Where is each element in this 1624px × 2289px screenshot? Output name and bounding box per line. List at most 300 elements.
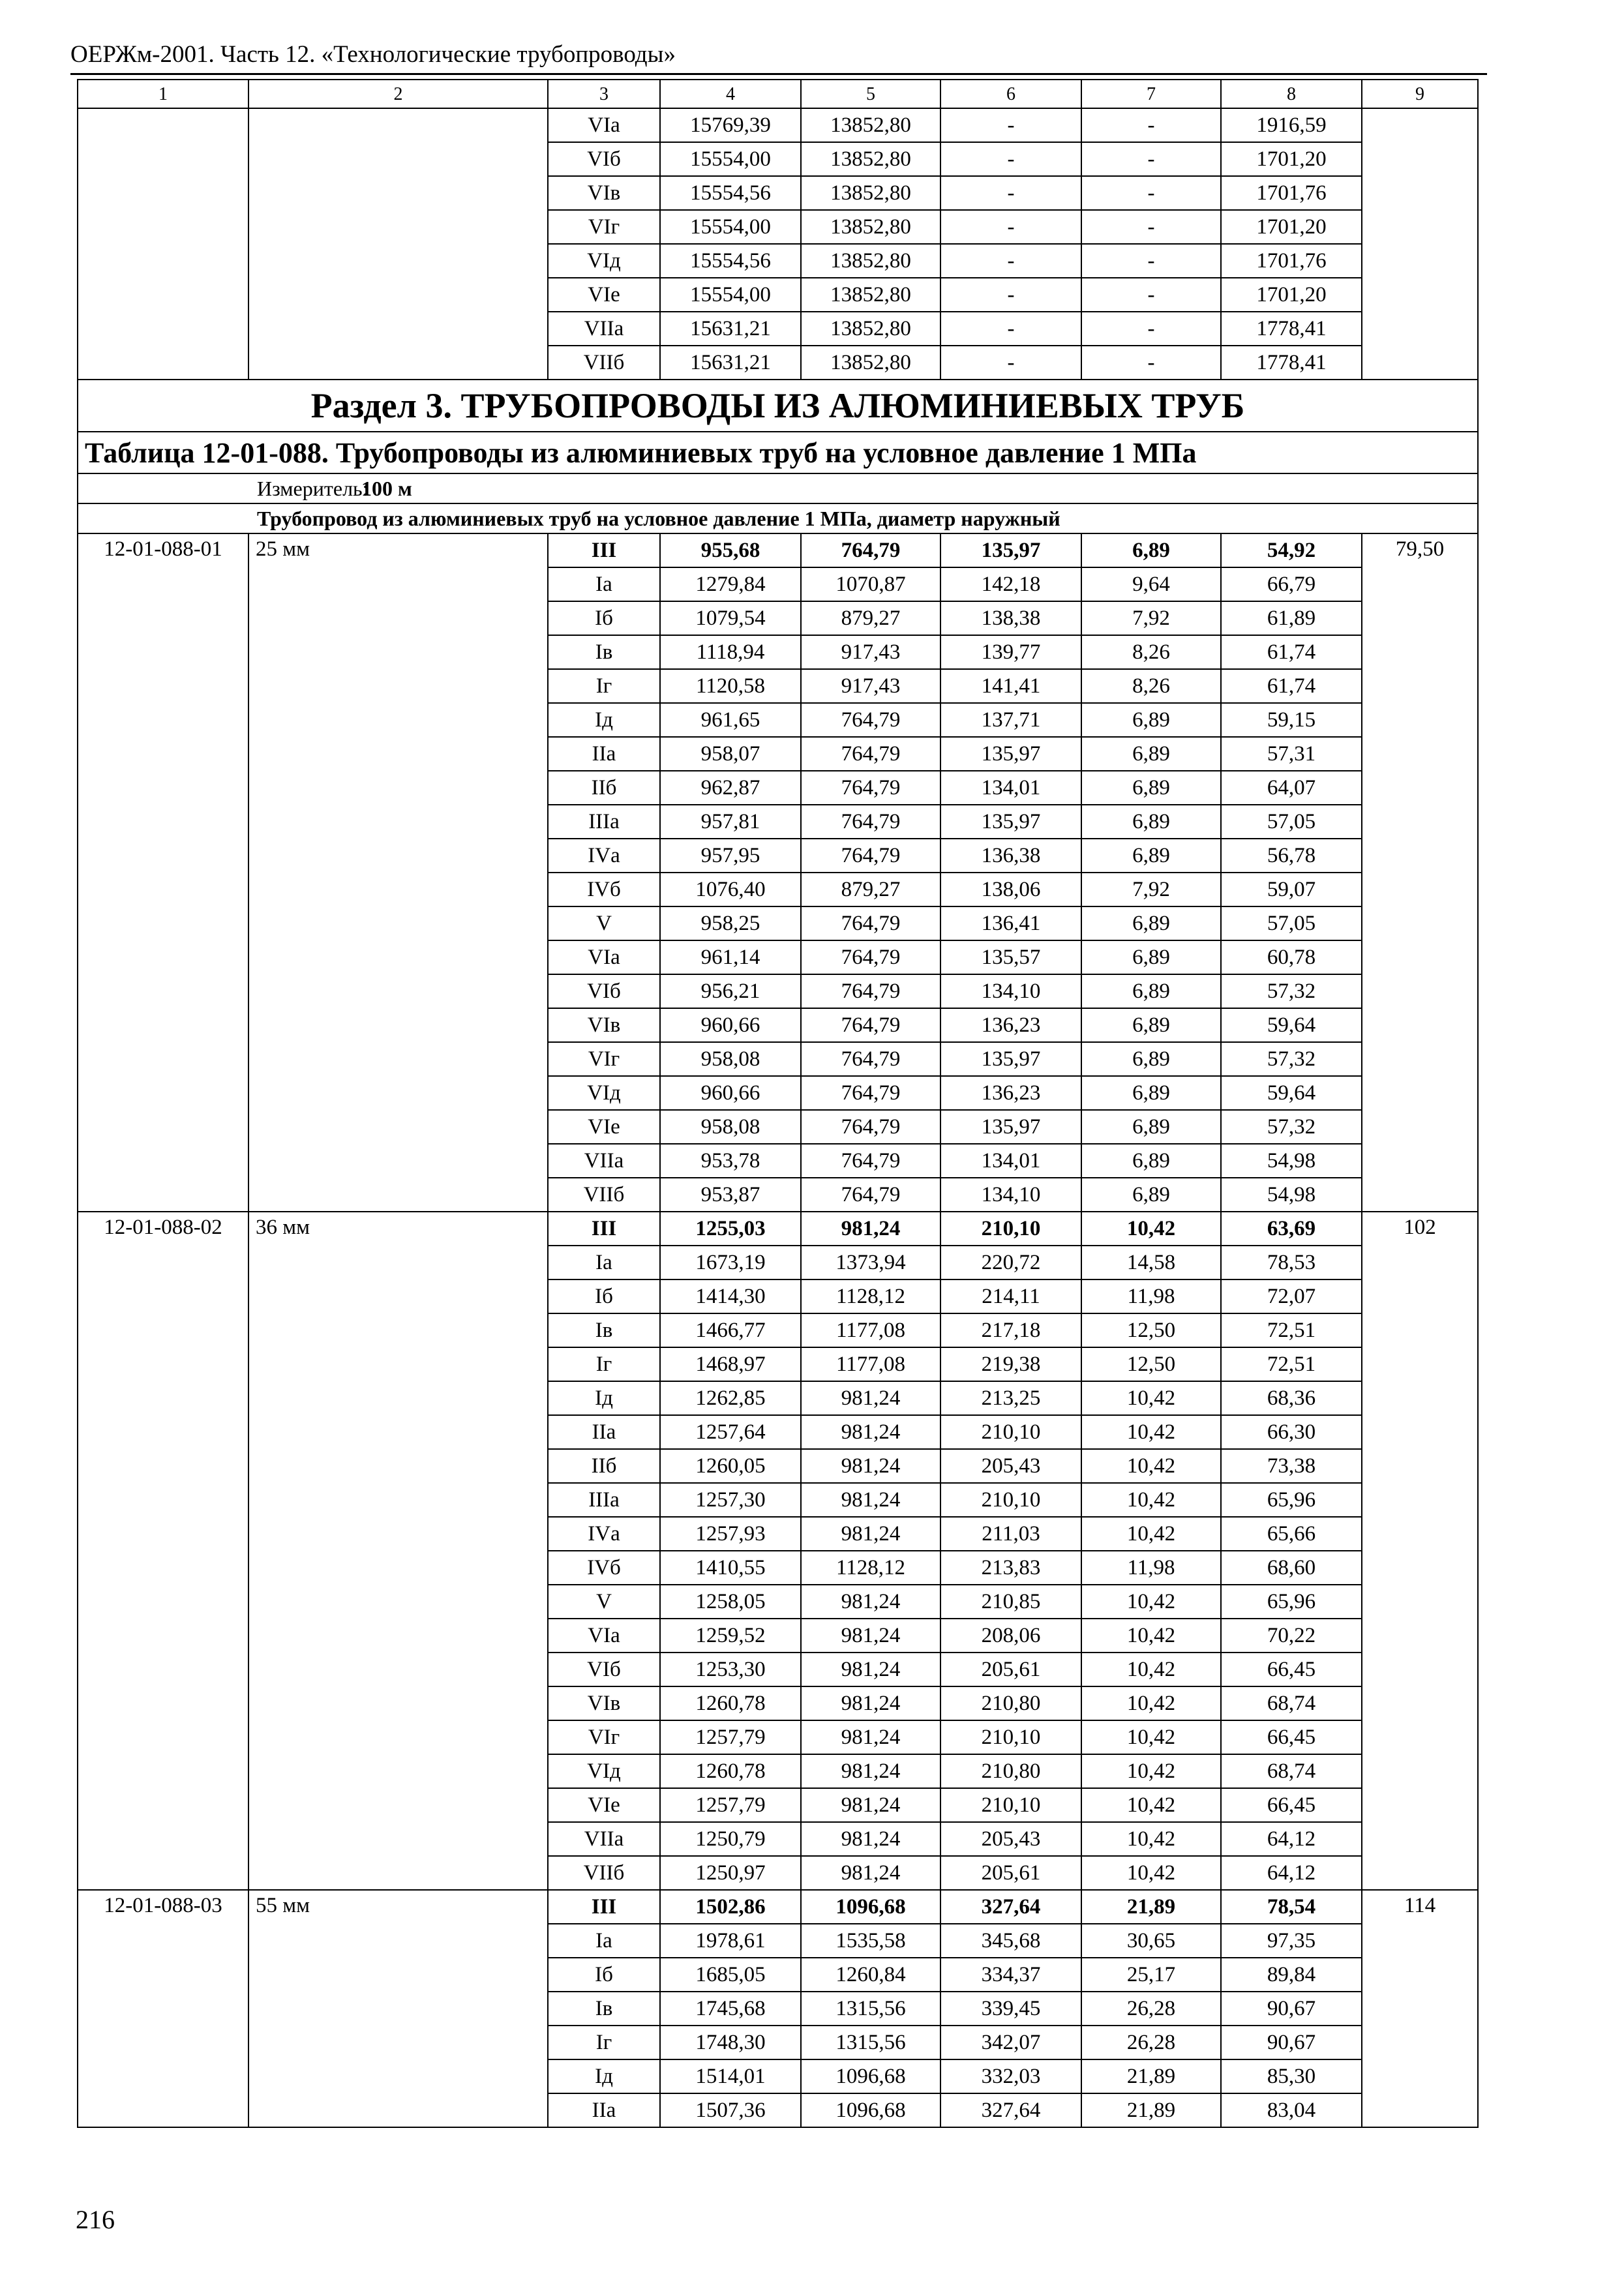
value-cell: 13852,80 — [801, 142, 940, 176]
mass-cell: 102 — [1362, 1212, 1478, 1890]
value-cell: 13852,80 — [801, 244, 940, 278]
price-table — [77, 79, 1479, 2128]
value-cell: 981,24 — [801, 1212, 940, 1246]
column-number-row — [78, 80, 1478, 108]
value-cell: 57,32 — [1221, 1110, 1362, 1144]
zone-cell: VIб — [548, 974, 660, 1008]
value-cell: 1260,05 — [660, 1449, 801, 1483]
value-cell: 135,97 — [940, 1042, 1081, 1076]
value-cell: 6,89 — [1081, 906, 1221, 940]
value-cell: 66,30 — [1221, 1415, 1362, 1449]
value-cell: 10,42 — [1081, 1415, 1221, 1449]
value-cell: 981,24 — [801, 1720, 940, 1754]
value-cell: 15554,00 — [660, 210, 801, 244]
value-cell: 764,79 — [801, 737, 940, 771]
value-cell: 210,10 — [940, 1415, 1081, 1449]
value-cell: 958,25 — [660, 906, 801, 940]
zone-cell: IIб — [548, 1449, 660, 1483]
column-number: 9 — [1362, 80, 1478, 108]
zone-cell: VIг — [548, 210, 660, 244]
zone-cell: VIIб — [548, 1178, 660, 1212]
value-cell: 1260,84 — [801, 1958, 940, 1992]
meter-value: 100 м — [361, 476, 412, 500]
value-cell: 205,43 — [940, 1449, 1081, 1483]
value-cell: 981,24 — [801, 1754, 940, 1788]
value-cell: 8,26 — [1081, 669, 1221, 703]
zone-cell: Iв — [548, 635, 660, 669]
value-cell: 1096,68 — [801, 1890, 940, 1924]
value-cell: 1262,85 — [660, 1381, 801, 1415]
value-cell: 15554,56 — [660, 176, 801, 210]
value-cell: 958,08 — [660, 1042, 801, 1076]
value-cell: 6,89 — [1081, 1144, 1221, 1178]
code-cell — [78, 108, 248, 380]
value-cell: 1685,05 — [660, 1958, 801, 1992]
value-cell: 134,01 — [940, 771, 1081, 805]
value-cell: 981,24 — [801, 1686, 940, 1720]
value-cell: 1257,30 — [660, 1483, 801, 1517]
value-cell: 21,89 — [1081, 1890, 1221, 1924]
value-cell: 332,03 — [940, 2059, 1081, 2093]
value-cell: 97,35 — [1221, 1924, 1362, 1958]
value-cell: 205,61 — [940, 1856, 1081, 1890]
zone-cell: VIа — [548, 940, 660, 974]
zone-cell: VIв — [548, 176, 660, 210]
value-cell: 1502,86 — [660, 1890, 801, 1924]
meter-cell — [78, 473, 1478, 503]
value-cell: 11,98 — [1081, 1279, 1221, 1313]
value-cell: 345,68 — [940, 1924, 1081, 1958]
value-cell: - — [1081, 244, 1221, 278]
value-cell: 981,24 — [801, 1585, 940, 1619]
value-cell: 960,66 — [660, 1008, 801, 1042]
zone-cell: Iг — [548, 1347, 660, 1381]
zone-cell: VIе — [548, 1788, 660, 1822]
zone-cell: VIе — [548, 278, 660, 312]
value-cell: 879,27 — [801, 873, 940, 906]
zone-cell: IIIа — [548, 805, 660, 839]
value-cell: 764,79 — [801, 1178, 940, 1212]
value-cell: 54,98 — [1221, 1144, 1362, 1178]
value-cell: 1468,97 — [660, 1347, 801, 1381]
value-cell: 210,80 — [940, 1686, 1081, 1720]
value-cell: 1250,79 — [660, 1822, 801, 1856]
value-cell: 6,89 — [1081, 1042, 1221, 1076]
value-cell: 136,38 — [940, 839, 1081, 873]
value-cell: 764,79 — [801, 1144, 940, 1178]
value-cell: 958,07 — [660, 737, 801, 771]
zone-cell: VIв — [548, 1008, 660, 1042]
value-cell: 135,97 — [940, 737, 1081, 771]
value-cell: 61,74 — [1221, 635, 1362, 669]
value-cell: 65,66 — [1221, 1517, 1362, 1551]
value-cell: 1701,76 — [1221, 176, 1362, 210]
table-row — [78, 1890, 1478, 1924]
value-cell: 134,01 — [940, 1144, 1081, 1178]
value-cell: 9,64 — [1081, 567, 1221, 601]
value-cell: 962,87 — [660, 771, 801, 805]
value-cell: 1250,97 — [660, 1856, 801, 1890]
description-text: Трубопровод из алюминиевых труб на условное давление 1 МПа, диаметр наружный — [257, 506, 1060, 530]
value-cell: 953,87 — [660, 1178, 801, 1212]
value-cell: 59,07 — [1221, 873, 1362, 906]
value-cell: 26,28 — [1081, 1992, 1221, 2026]
zone-cell: VIд — [548, 1754, 660, 1788]
value-cell: 57,32 — [1221, 974, 1362, 1008]
continued-row — [78, 108, 1478, 142]
value-cell: 1916,59 — [1221, 108, 1362, 142]
value-cell: 1257,79 — [660, 1788, 801, 1822]
value-cell: - — [1081, 210, 1221, 244]
value-cell: 6,89 — [1081, 839, 1221, 873]
value-cell: 981,24 — [801, 1449, 940, 1483]
size-cell: 36 мм — [248, 1212, 548, 1890]
value-cell: 15631,21 — [660, 346, 801, 380]
value-cell: 10,42 — [1081, 1822, 1221, 1856]
value-cell: 327,64 — [940, 1890, 1081, 1924]
value-cell: 30,65 — [1081, 1924, 1221, 1958]
value-cell: 764,79 — [801, 839, 940, 873]
meter-label: Измеритель: — [257, 476, 368, 500]
value-cell: 13852,80 — [801, 108, 940, 142]
value-cell: 957,95 — [660, 839, 801, 873]
value-cell: 764,79 — [801, 1110, 940, 1144]
value-cell: 958,08 — [660, 1110, 801, 1144]
value-cell: 1673,19 — [660, 1246, 801, 1279]
code-cell: 12-01-088-01 — [78, 533, 248, 1212]
value-cell: 1701,76 — [1221, 244, 1362, 278]
zone-cell: VIIа — [548, 1144, 660, 1178]
meter-row — [78, 473, 1478, 503]
value-cell: 10,42 — [1081, 1720, 1221, 1754]
value-cell: 135,97 — [940, 805, 1081, 839]
value-cell: 7,92 — [1081, 601, 1221, 635]
value-cell: 981,24 — [801, 1381, 940, 1415]
value-cell: - — [940, 108, 1081, 142]
zone-cell: VIг — [548, 1042, 660, 1076]
value-cell: 1120,58 — [660, 669, 801, 703]
table-title-row — [78, 432, 1478, 473]
value-cell: 1507,36 — [660, 2093, 801, 2127]
value-cell: 1258,05 — [660, 1585, 801, 1619]
value-cell: 83,04 — [1221, 2093, 1362, 2127]
value-cell: 6,89 — [1081, 940, 1221, 974]
value-cell: 210,10 — [940, 1720, 1081, 1754]
value-cell: 56,78 — [1221, 839, 1362, 873]
zone-cell: IVа — [548, 839, 660, 873]
value-cell: 78,54 — [1221, 1890, 1362, 1924]
value-cell: 339,45 — [940, 1992, 1081, 2026]
value-cell: 135,97 — [940, 1110, 1081, 1144]
value-cell: 10,42 — [1081, 1483, 1221, 1517]
value-cell: 61,89 — [1221, 601, 1362, 635]
value-cell: 10,42 — [1081, 1788, 1221, 1822]
size-cell: 55 мм — [248, 1890, 548, 2127]
value-cell: 21,89 — [1081, 2093, 1221, 2127]
value-cell: 214,11 — [940, 1279, 1081, 1313]
value-cell: 68,74 — [1221, 1686, 1362, 1720]
table-title: Таблица 12-01-088. Трубопроводы из алюминиевых труб на условное давление 1 МПа — [78, 432, 1478, 473]
description-row — [78, 503, 1478, 533]
value-cell: 134,10 — [940, 974, 1081, 1008]
value-cell: 1257,93 — [660, 1517, 801, 1551]
value-cell: 135,97 — [940, 533, 1081, 567]
value-cell: 72,07 — [1221, 1279, 1362, 1313]
value-cell: 10,42 — [1081, 1686, 1221, 1720]
value-cell: 136,41 — [940, 906, 1081, 940]
value-cell: 12,50 — [1081, 1347, 1221, 1381]
value-cell: 6,89 — [1081, 771, 1221, 805]
value-cell: 59,64 — [1221, 1008, 1362, 1042]
value-cell: 6,89 — [1081, 737, 1221, 771]
value-cell: 63,69 — [1221, 1212, 1362, 1246]
value-cell: 15631,21 — [660, 312, 801, 346]
value-cell: - — [1081, 278, 1221, 312]
value-cell: 764,79 — [801, 805, 940, 839]
value-cell: 1096,68 — [801, 2093, 940, 2127]
value-cell: 1255,03 — [660, 1212, 801, 1246]
zone-cell: V — [548, 906, 660, 940]
zone-cell: VIд — [548, 1076, 660, 1110]
value-cell: 68,74 — [1221, 1754, 1362, 1788]
zone-cell: V — [548, 1585, 660, 1619]
value-cell: 981,24 — [801, 1653, 940, 1686]
page-header: ОЕРЖм-2001. Часть 12. «Технологические трубопроводы» — [70, 41, 676, 68]
value-cell: 6,89 — [1081, 1178, 1221, 1212]
value-cell: 961,65 — [660, 703, 801, 737]
value-cell: 1177,08 — [801, 1313, 940, 1347]
value-cell: 21,89 — [1081, 2059, 1221, 2093]
value-cell: 1315,56 — [801, 2026, 940, 2059]
value-cell: 1745,68 — [660, 1992, 801, 2026]
value-cell: 327,64 — [940, 2093, 1081, 2127]
zone-cell: Iв — [548, 1992, 660, 2026]
value-cell: 981,24 — [801, 1517, 940, 1551]
value-cell: 219,38 — [940, 1347, 1081, 1381]
value-cell: 1177,08 — [801, 1347, 940, 1381]
value-cell: 59,15 — [1221, 703, 1362, 737]
value-cell: 78,53 — [1221, 1246, 1362, 1279]
column-number: 3 — [548, 80, 660, 108]
value-cell: 13852,80 — [801, 346, 940, 380]
zone-cell: VIб — [548, 1653, 660, 1686]
price-table-body — [78, 80, 1478, 2127]
value-cell: 141,41 — [940, 669, 1081, 703]
value-cell: 981,24 — [801, 1619, 940, 1653]
zone-cell: IIIа — [548, 1483, 660, 1517]
value-cell: 957,81 — [660, 805, 801, 839]
zone-cell: Iб — [548, 1958, 660, 1992]
zone-cell: Iб — [548, 1279, 660, 1313]
column-number: 5 — [801, 80, 940, 108]
value-cell: 64,12 — [1221, 1856, 1362, 1890]
zone-cell: VIд — [548, 244, 660, 278]
value-cell: 1260,78 — [660, 1754, 801, 1788]
zone-cell: VIIб — [548, 1856, 660, 1890]
name-cell — [248, 108, 548, 380]
value-cell: 15554,00 — [660, 142, 801, 176]
zone-cell: VIг — [548, 1720, 660, 1754]
value-cell: 61,74 — [1221, 669, 1362, 703]
zone-cell: IIа — [548, 1415, 660, 1449]
value-cell: 66,45 — [1221, 1720, 1362, 1754]
value-cell: 10,42 — [1081, 1585, 1221, 1619]
value-cell: 1410,55 — [660, 1551, 801, 1585]
value-cell: 1096,68 — [801, 2059, 940, 2093]
value-cell: 64,12 — [1221, 1822, 1362, 1856]
value-cell: 1279,84 — [660, 567, 801, 601]
zone-cell: III — [548, 1212, 660, 1246]
zone-cell: VIб — [548, 142, 660, 176]
column-number: 4 — [660, 80, 801, 108]
value-cell: 1260,78 — [660, 1686, 801, 1720]
value-cell: 10,42 — [1081, 1856, 1221, 1890]
value-cell: 90,67 — [1221, 1992, 1362, 2026]
column-number: 6 — [940, 80, 1081, 108]
value-cell: 10,42 — [1081, 1619, 1221, 1653]
value-cell: 14,58 — [1081, 1246, 1221, 1279]
value-cell: 1466,77 — [660, 1313, 801, 1347]
value-cell: 211,03 — [940, 1517, 1081, 1551]
value-cell: 73,38 — [1221, 1449, 1362, 1483]
value-cell: 1778,41 — [1221, 312, 1362, 346]
zone-cell: VIIб — [548, 346, 660, 380]
value-cell: 54,92 — [1221, 533, 1362, 567]
value-cell: 15769,39 — [660, 108, 801, 142]
value-cell: 139,77 — [940, 635, 1081, 669]
value-cell: 210,10 — [940, 1212, 1081, 1246]
value-cell: 90,67 — [1221, 2026, 1362, 2059]
value-cell: 205,43 — [940, 1822, 1081, 1856]
value-cell: 764,79 — [801, 771, 940, 805]
value-cell: 57,05 — [1221, 805, 1362, 839]
zone-cell: VIIа — [548, 312, 660, 346]
value-cell: - — [1081, 312, 1221, 346]
value-cell: 1257,79 — [660, 1720, 801, 1754]
value-cell: 57,31 — [1221, 737, 1362, 771]
value-cell: 213,25 — [940, 1381, 1081, 1415]
zone-cell: IVб — [548, 1551, 660, 1585]
zone-cell: IIа — [548, 737, 660, 771]
value-cell: 213,83 — [940, 1551, 1081, 1585]
value-cell: 764,79 — [801, 906, 940, 940]
value-cell: 879,27 — [801, 601, 940, 635]
value-cell: 136,23 — [940, 1076, 1081, 1110]
zone-cell: IIб — [548, 771, 660, 805]
table-row — [78, 533, 1478, 567]
value-cell: 60,78 — [1221, 940, 1362, 974]
value-cell: 764,79 — [801, 1076, 940, 1110]
zone-cell: Iа — [548, 1246, 660, 1279]
value-cell: 57,32 — [1221, 1042, 1362, 1076]
mass-cell: 114 — [1362, 1890, 1478, 2127]
value-cell: 1259,52 — [660, 1619, 801, 1653]
value-cell: 1748,30 — [660, 2026, 801, 2059]
value-cell: 66,45 — [1221, 1788, 1362, 1822]
value-cell: 6,89 — [1081, 703, 1221, 737]
value-cell: 1257,64 — [660, 1415, 801, 1449]
value-cell: 981,24 — [801, 1788, 940, 1822]
zone-cell: Iа — [548, 567, 660, 601]
zone-cell: Iв — [548, 1313, 660, 1347]
value-cell: 10,42 — [1081, 1449, 1221, 1483]
value-cell: 1253,30 — [660, 1653, 801, 1686]
value-cell: 1128,12 — [801, 1279, 940, 1313]
value-cell: - — [1081, 346, 1221, 380]
value-cell: 138,06 — [940, 873, 1081, 906]
value-cell: 917,43 — [801, 635, 940, 669]
value-cell: 1701,20 — [1221, 210, 1362, 244]
zone-cell: IIа — [548, 2093, 660, 2127]
zone-cell: VIа — [548, 108, 660, 142]
value-cell: 65,96 — [1221, 1585, 1362, 1619]
value-cell: 25,17 — [1081, 1958, 1221, 1992]
value-cell: 135,57 — [940, 940, 1081, 974]
value-cell: 961,14 — [660, 940, 801, 974]
value-cell: 1414,30 — [660, 1279, 801, 1313]
value-cell: - — [1081, 108, 1221, 142]
value-cell: 68,60 — [1221, 1551, 1362, 1585]
zone-cell: Iд — [548, 2059, 660, 2093]
value-cell: 210,10 — [940, 1483, 1081, 1517]
value-cell: 953,78 — [660, 1144, 801, 1178]
value-cell: 10,42 — [1081, 1381, 1221, 1415]
column-number: 1 — [78, 80, 248, 108]
value-cell: 10,42 — [1081, 1517, 1221, 1551]
value-cell: - — [940, 244, 1081, 278]
value-cell: 217,18 — [940, 1313, 1081, 1347]
header-rule — [70, 73, 1487, 75]
value-cell: - — [1081, 176, 1221, 210]
value-cell: 981,24 — [801, 1415, 940, 1449]
zone-cell: Iа — [548, 1924, 660, 1958]
table-row — [78, 1212, 1478, 1246]
value-cell: 137,71 — [940, 703, 1081, 737]
size-cell: 25 мм — [248, 533, 548, 1212]
value-cell: 72,51 — [1221, 1313, 1362, 1347]
value-cell: 1778,41 — [1221, 346, 1362, 380]
value-cell: 8,26 — [1081, 635, 1221, 669]
value-cell: 342,07 — [940, 2026, 1081, 2059]
value-cell: 764,79 — [801, 1008, 940, 1042]
code-cell: 12-01-088-02 — [78, 1212, 248, 1890]
mass-cell — [1362, 108, 1478, 380]
value-cell: 57,05 — [1221, 906, 1362, 940]
value-cell: 10,42 — [1081, 1754, 1221, 1788]
column-number: 7 — [1081, 80, 1221, 108]
zone-cell: VIIа — [548, 1822, 660, 1856]
value-cell: 15554,56 — [660, 244, 801, 278]
value-cell: 66,79 — [1221, 567, 1362, 601]
zone-cell: IVб — [548, 873, 660, 906]
zone-cell: VIа — [548, 1619, 660, 1653]
value-cell: 65,96 — [1221, 1483, 1362, 1517]
value-cell: 764,79 — [801, 1042, 940, 1076]
value-cell: 220,72 — [940, 1246, 1081, 1279]
zone-cell: IVа — [548, 1517, 660, 1551]
column-number: 2 — [248, 80, 548, 108]
zone-cell: Iд — [548, 1381, 660, 1415]
value-cell: - — [940, 210, 1081, 244]
value-cell: 1079,54 — [660, 601, 801, 635]
value-cell: 1373,94 — [801, 1246, 940, 1279]
value-cell: 981,24 — [801, 1856, 940, 1890]
value-cell: 210,10 — [940, 1788, 1081, 1822]
value-cell: 764,79 — [801, 703, 940, 737]
value-cell: 54,98 — [1221, 1178, 1362, 1212]
value-cell: 11,98 — [1081, 1551, 1221, 1585]
value-cell: 1701,20 — [1221, 278, 1362, 312]
